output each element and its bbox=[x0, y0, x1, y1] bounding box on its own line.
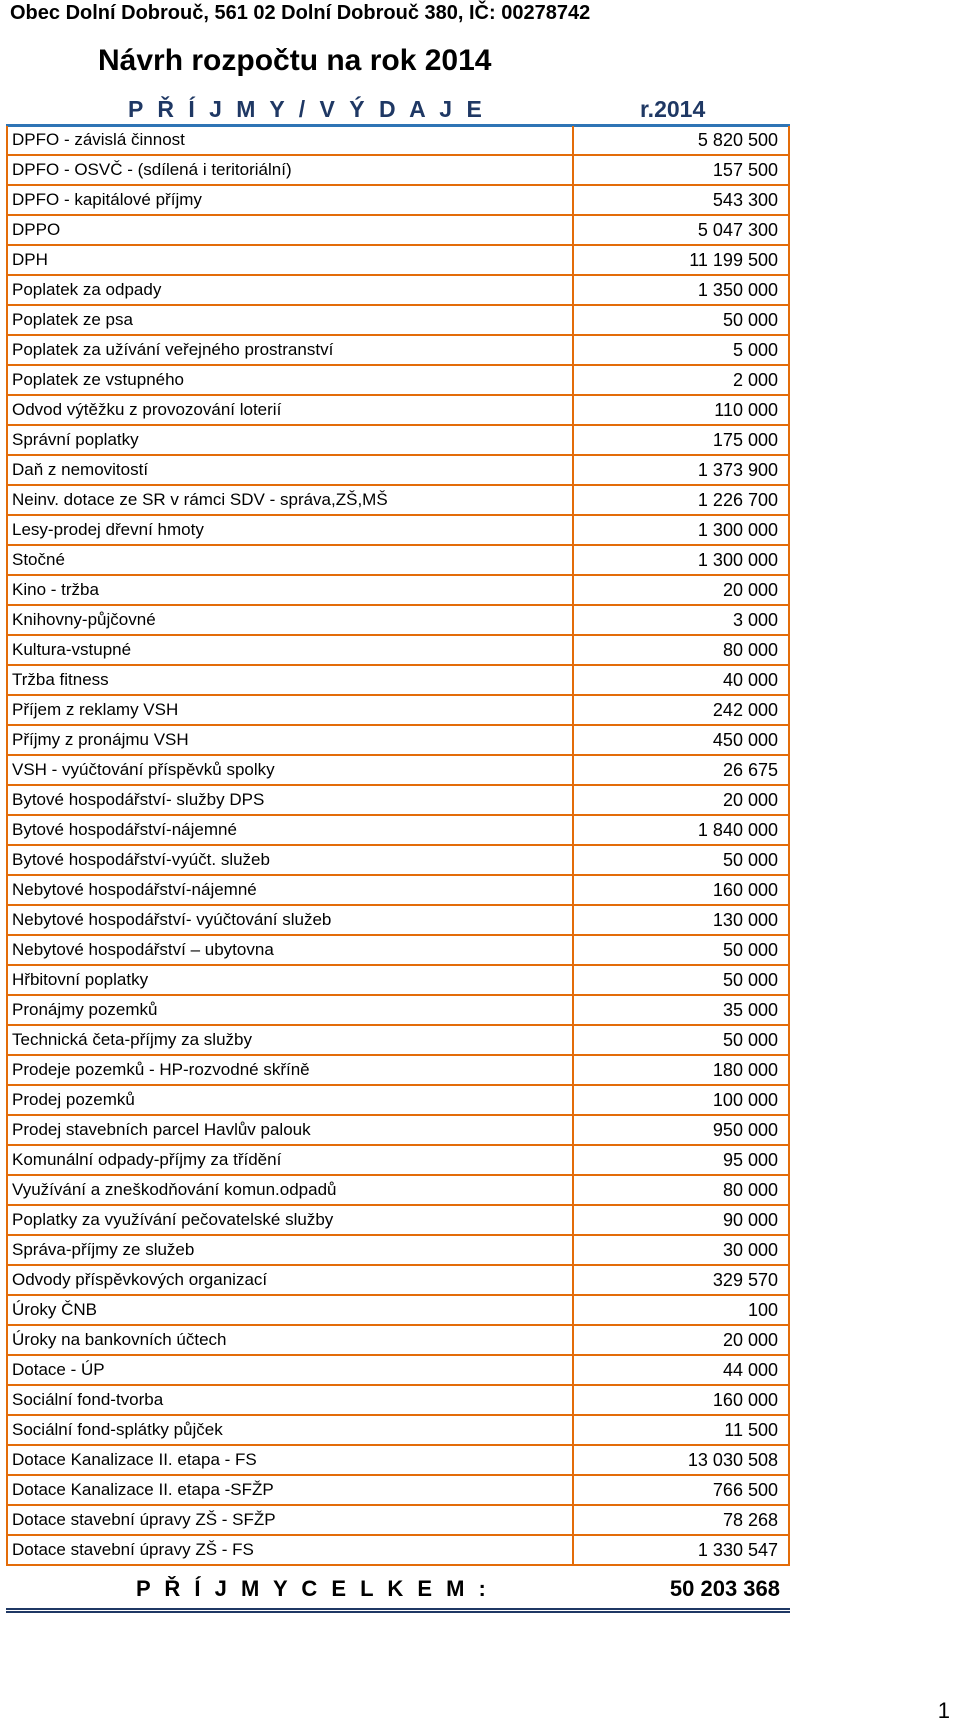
total-label: P Ř Í J M Y C E L K E M : bbox=[136, 1576, 490, 1601]
row-item-amount: 1 840 000 bbox=[573, 815, 789, 845]
table-row bbox=[7, 335, 789, 365]
table-row bbox=[7, 605, 789, 635]
table-row bbox=[7, 995, 789, 1025]
row-item-name: Prodej pozemků bbox=[7, 1085, 573, 1115]
row-item-amount: 1 300 000 bbox=[573, 545, 789, 575]
row-item-amount: 20 000 bbox=[573, 1325, 789, 1355]
row-item-name: Odvod výtěžku z provozování loterií bbox=[7, 395, 573, 425]
row-item-name: Dotace Kanalizace II. etapa -SFŽP bbox=[7, 1475, 573, 1505]
table-row bbox=[7, 1295, 789, 1325]
table-row bbox=[7, 1025, 789, 1055]
row-item-amount: 80 000 bbox=[573, 1175, 789, 1205]
row-item-name: Kino - tržba bbox=[7, 575, 573, 605]
table-row bbox=[7, 635, 789, 665]
table-row bbox=[7, 275, 789, 305]
table-row bbox=[7, 1475, 789, 1505]
row-item-amount: 543 300 bbox=[573, 185, 789, 215]
row-item-name: Poplatek ze vstupného bbox=[7, 365, 573, 395]
row-item-name: DPPO bbox=[7, 215, 573, 245]
table-row bbox=[7, 126, 789, 155]
table-row bbox=[7, 575, 789, 605]
row-item-amount: 160 000 bbox=[573, 875, 789, 905]
table-row bbox=[7, 1265, 789, 1295]
row-item-amount: 5 820 500 bbox=[573, 126, 789, 155]
row-item-amount: 1 226 700 bbox=[573, 485, 789, 515]
table-row bbox=[7, 725, 789, 755]
row-item-name: Stočné bbox=[7, 545, 573, 575]
row-item-amount: 5 047 300 bbox=[573, 215, 789, 245]
row-item-name: Poplatky za využívání pečovatelské služby bbox=[7, 1205, 573, 1235]
row-item-amount: 50 000 bbox=[573, 1025, 789, 1055]
row-item-name: Správní poplatky bbox=[7, 425, 573, 455]
table-row bbox=[7, 545, 789, 575]
row-item-name: Příjem z reklamy VSH bbox=[7, 695, 573, 725]
row-item-amount: 160 000 bbox=[573, 1385, 789, 1415]
table-row bbox=[7, 185, 789, 215]
row-item-amount: 1 330 547 bbox=[573, 1535, 789, 1565]
row-item-amount: 1 300 000 bbox=[573, 515, 789, 545]
budget-table-body bbox=[7, 126, 789, 1565]
page-number: 1 bbox=[937, 1698, 950, 1723]
row-item-name: Sociální fond-tvorba bbox=[7, 1385, 573, 1415]
table-row bbox=[7, 485, 789, 515]
row-item-name: Nebytové hospodářství-nájemné bbox=[7, 875, 573, 905]
table-row bbox=[7, 1505, 789, 1535]
organization-header: Obec Dolní Dobrouč, 561 02 Dolní Dobrouč 380, IČ: 00278742 bbox=[10, 2, 591, 24]
row-item-name: Úroky ČNB bbox=[7, 1295, 573, 1325]
table-row bbox=[7, 1235, 789, 1265]
table-row bbox=[7, 365, 789, 395]
row-item-name: Poplatek za odpady bbox=[7, 275, 573, 305]
row-item-name: Prodej stavebních parcel Havlův palouk bbox=[7, 1115, 573, 1145]
row-item-name: VSH - vyúčtování příspěvků spolky bbox=[7, 755, 573, 785]
table-row bbox=[7, 305, 789, 335]
table-row bbox=[7, 815, 789, 845]
column-header-label: P Ř Í J M Y / V Ý D A J E bbox=[128, 96, 486, 122]
row-item-amount: 450 000 bbox=[573, 725, 789, 755]
table-row bbox=[7, 1205, 789, 1235]
row-item-amount: 20 000 bbox=[573, 785, 789, 815]
row-item-amount: 50 000 bbox=[573, 305, 789, 335]
table-row bbox=[7, 785, 789, 815]
total-value: 50 203 368 bbox=[669, 1576, 780, 1601]
table-row bbox=[7, 905, 789, 935]
row-item-name: Poplatek ze psa bbox=[7, 305, 573, 335]
table-row bbox=[7, 665, 789, 695]
row-item-amount: 95 000 bbox=[573, 1145, 789, 1175]
row-item-name: Pronájmy pozemků bbox=[7, 995, 573, 1025]
table-row bbox=[7, 1115, 789, 1145]
table-row bbox=[7, 695, 789, 725]
row-item-name: DPFO - závislá činnost bbox=[7, 126, 573, 155]
row-item-name: Dotace - ÚP bbox=[7, 1355, 573, 1385]
row-item-name: Komunální odpady-příjmy za třídění bbox=[7, 1145, 573, 1175]
table-row bbox=[7, 875, 789, 905]
row-item-name: Nebytové hospodářství- vyúčtování služeb bbox=[7, 905, 573, 935]
table-row bbox=[7, 155, 789, 185]
row-item-amount: 80 000 bbox=[573, 635, 789, 665]
table-row bbox=[7, 1325, 789, 1355]
row-item-amount: 50 000 bbox=[573, 935, 789, 965]
row-item-name: DPFO - OSVČ - (sdílená i teritoriální) bbox=[7, 155, 573, 185]
table-row bbox=[7, 455, 789, 485]
row-item-amount: 11 199 500 bbox=[573, 245, 789, 275]
row-item-amount: 40 000 bbox=[573, 665, 789, 695]
row-item-name: Úroky na bankovních účtech bbox=[7, 1325, 573, 1355]
row-item-name: Dotace Kanalizace II. etapa - FS bbox=[7, 1445, 573, 1475]
table-row bbox=[7, 755, 789, 785]
table-row bbox=[7, 935, 789, 965]
budget-table bbox=[6, 126, 790, 1566]
row-item-name: Bytové hospodářství- služby DPS bbox=[7, 785, 573, 815]
row-item-name: Sociální fond-splátky půjček bbox=[7, 1415, 573, 1445]
row-item-amount: 13 030 508 bbox=[573, 1445, 789, 1475]
row-item-name: Využívání a zneškodňování komun.odpadů bbox=[7, 1175, 573, 1205]
row-item-amount: 130 000 bbox=[573, 905, 789, 935]
row-item-name: Daň z nemovitostí bbox=[7, 455, 573, 485]
row-item-amount: 11 500 bbox=[573, 1415, 789, 1445]
row-item-name: Správa-příjmy ze služeb bbox=[7, 1235, 573, 1265]
document-title: Návrh rozpočtu na rok 2014 bbox=[98, 44, 492, 77]
table-row bbox=[7, 1415, 789, 1445]
row-item-amount: 26 675 bbox=[573, 755, 789, 785]
row-item-name: Technická četa-příjmy za služby bbox=[7, 1025, 573, 1055]
row-item-name: DPFO - kapitálové příjmy bbox=[7, 185, 573, 215]
table-row bbox=[7, 1535, 789, 1565]
row-item-name: Tržba fitness bbox=[7, 665, 573, 695]
row-item-name: Příjmy z pronájmu VSH bbox=[7, 725, 573, 755]
row-item-name: Odvody příspěvkových organizací bbox=[7, 1265, 573, 1295]
row-item-amount: 50 000 bbox=[573, 965, 789, 995]
row-item-amount: 50 000 bbox=[573, 845, 789, 875]
row-item-name: Lesy-prodej dřevní hmoty bbox=[7, 515, 573, 545]
table-row bbox=[7, 245, 789, 275]
row-item-amount: 1 350 000 bbox=[573, 275, 789, 305]
table-row bbox=[7, 1355, 789, 1385]
row-item-name: Poplatek za užívání veřejného prostranství bbox=[7, 335, 573, 365]
table-row bbox=[7, 1145, 789, 1175]
row-item-amount: 5 000 bbox=[573, 335, 789, 365]
table-row bbox=[7, 965, 789, 995]
row-item-amount: 100 bbox=[573, 1295, 789, 1325]
row-item-amount: 44 000 bbox=[573, 1355, 789, 1385]
row-item-name: Knihovny-půjčovné bbox=[7, 605, 573, 635]
row-item-amount: 90 000 bbox=[573, 1205, 789, 1235]
row-item-name: Prodeje pozemků - HP-rozvodné skříně bbox=[7, 1055, 573, 1085]
table-row bbox=[7, 1175, 789, 1205]
row-item-amount: 180 000 bbox=[573, 1055, 789, 1085]
row-item-amount: 950 000 bbox=[573, 1115, 789, 1145]
row-item-amount: 157 500 bbox=[573, 155, 789, 185]
row-item-amount: 1 373 900 bbox=[573, 455, 789, 485]
table-row bbox=[7, 215, 789, 245]
row-item-name: Hřbitovní poplatky bbox=[7, 965, 573, 995]
table-row bbox=[7, 1055, 789, 1085]
row-item-name: DPH bbox=[7, 245, 573, 275]
row-item-name: Neinv. dotace ze SR v rámci SDV - správa,ZŠ,MŠ bbox=[7, 485, 573, 515]
column-header-year: r.2014 bbox=[640, 96, 706, 122]
row-item-amount: 100 000 bbox=[573, 1085, 789, 1115]
table-row bbox=[7, 515, 789, 545]
table-row bbox=[7, 395, 789, 425]
row-item-amount: 242 000 bbox=[573, 695, 789, 725]
row-item-amount: 329 570 bbox=[573, 1265, 789, 1295]
table-row bbox=[7, 1085, 789, 1115]
row-item-amount: 175 000 bbox=[573, 425, 789, 455]
total-row bbox=[6, 1568, 790, 1613]
row-item-name: Kultura-vstupné bbox=[7, 635, 573, 665]
row-item-amount: 3 000 bbox=[573, 605, 789, 635]
row-item-name: Dotace stavební úpravy ZŠ - FS bbox=[7, 1535, 573, 1565]
row-item-amount: 35 000 bbox=[573, 995, 789, 1025]
row-item-amount: 110 000 bbox=[573, 395, 789, 425]
row-item-amount: 2 000 bbox=[573, 365, 789, 395]
table-row bbox=[7, 1385, 789, 1415]
row-item-amount: 20 000 bbox=[573, 575, 789, 605]
table-row bbox=[7, 425, 789, 455]
table-row bbox=[7, 1445, 789, 1475]
row-item-name: Nebytové hospodářství – ubytovna bbox=[7, 935, 573, 965]
table-row bbox=[7, 845, 789, 875]
row-item-name: Bytové hospodářství-nájemné bbox=[7, 815, 573, 845]
row-item-amount: 78 268 bbox=[573, 1505, 789, 1535]
row-item-name: Dotace stavební úpravy ZŠ - SFŽP bbox=[7, 1505, 573, 1535]
row-item-name: Bytové hospodářství-vyúčt. služeb bbox=[7, 845, 573, 875]
row-item-amount: 766 500 bbox=[573, 1475, 789, 1505]
row-item-amount: 30 000 bbox=[573, 1235, 789, 1265]
